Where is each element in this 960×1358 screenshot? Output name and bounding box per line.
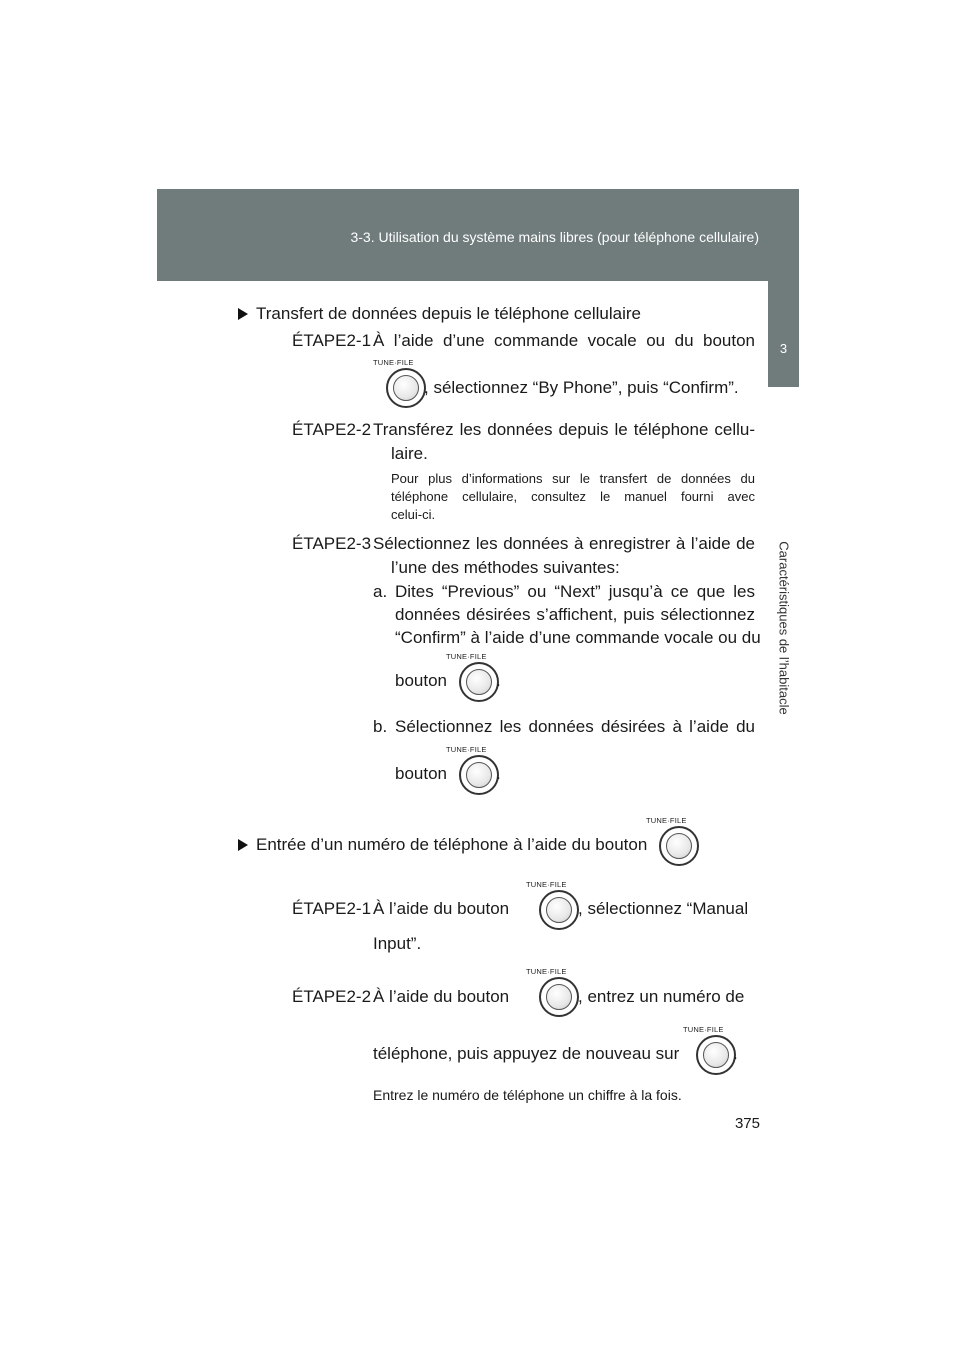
step-id: ÉTAPE2-1 <box>292 899 372 918</box>
knob-dial <box>386 368 426 408</box>
knob-dial <box>459 662 499 702</box>
chapter-tab <box>768 281 799 387</box>
knob-label: TUNE·FILE <box>646 816 687 825</box>
knob-dial <box>459 755 499 795</box>
step-id: ÉTAPE2-2 <box>292 987 372 1006</box>
note-text: celui-ci. <box>391 507 436 522</box>
step-text: Sélectionnez les données à enregistrer à l’aide de <box>373 534 755 553</box>
list-text: données désirées s’affichent, puis sélectionnez <box>395 605 755 624</box>
list-marker: b. <box>373 717 388 736</box>
section-title: 3-3. Utilisation du système mains libres (pour téléphone cellulaire) <box>350 229 759 245</box>
list-marker: a. <box>373 582 388 601</box>
step-text: Input”. <box>373 934 422 953</box>
knob-label: TUNE·FILE <box>373 358 414 367</box>
tune-file-knob-icon <box>446 745 516 800</box>
page-number: 375 <box>734 1115 760 1132</box>
list-text: “Confirm” à l’aide d’une commande vocale ou du <box>395 628 761 647</box>
section1-heading: Transfert de données depuis le téléphone cellulaire <box>256 304 641 323</box>
step-text: À l’aide du bouton <box>373 987 510 1006</box>
note-text: téléphone cellulaire, consultez le manuel fourni avec <box>391 489 755 504</box>
knob-dial <box>539 977 579 1017</box>
bullet-triangle-icon <box>238 839 248 851</box>
step-id: ÉTAPE2-3 <box>292 534 372 553</box>
step-id: ÉTAPE2-1 <box>292 331 372 350</box>
list-text: . <box>496 671 501 690</box>
knob-dial <box>659 826 699 866</box>
step-text: laire. <box>391 444 428 463</box>
list-text: bouton <box>395 671 447 690</box>
step-text: , sélectionnez “Manual <box>578 899 749 918</box>
tune-file-knob-icon <box>446 652 516 707</box>
step-text: À l’aide du bouton <box>373 899 510 918</box>
step-text: téléphone, puis appuyez de nouveau sur <box>373 1044 680 1063</box>
knob-label: TUNE·FILE <box>446 652 487 661</box>
knob-label: TUNE·FILE <box>526 967 567 976</box>
list-text: Dites “Previous” ou “Next” jusqu’à ce que les <box>395 582 755 601</box>
note-text: Pour plus d’informations sur le transfert de données du <box>391 471 755 486</box>
knob-label: TUNE·FILE <box>526 880 567 889</box>
step-text: l’une des méthodes suivantes: <box>391 558 620 577</box>
knob-dial <box>539 890 579 930</box>
section2-heading: Entrée d’un numéro de téléphone à l’aide du bouton <box>256 835 648 854</box>
step-text: , entrez un numéro de <box>578 987 745 1006</box>
knob-label: TUNE·FILE <box>683 1025 724 1034</box>
chapter-number: 3 <box>779 341 788 356</box>
step-text: Transférez les données depuis le téléphone cellu- <box>373 420 755 439</box>
header-bar <box>157 189 799 281</box>
list-text: . <box>496 764 501 783</box>
note-text: Entrez le numéro de téléphone un chiffre à la fois. <box>373 1087 682 1103</box>
step-text: , sélectionnez “By Phone”, puis “Confirm”. <box>424 378 739 397</box>
knob-dial <box>696 1035 736 1075</box>
chapter-title: Caractéristiques de l’habitacle <box>776 541 792 715</box>
step-text: À l’aide d’une commande vocale ou du bouton <box>373 331 755 350</box>
tune-file-knob-icon <box>646 816 716 871</box>
step-text: . <box>733 1044 738 1063</box>
knob-label: TUNE·FILE <box>446 745 487 754</box>
tune-file-knob-icon <box>683 1025 753 1080</box>
bullet-triangle-icon <box>238 308 248 320</box>
list-text: Sélectionnez les données désirées à l’aide du <box>395 717 755 736</box>
step-id: ÉTAPE2-2 <box>292 420 372 439</box>
list-text: bouton <box>395 764 447 783</box>
